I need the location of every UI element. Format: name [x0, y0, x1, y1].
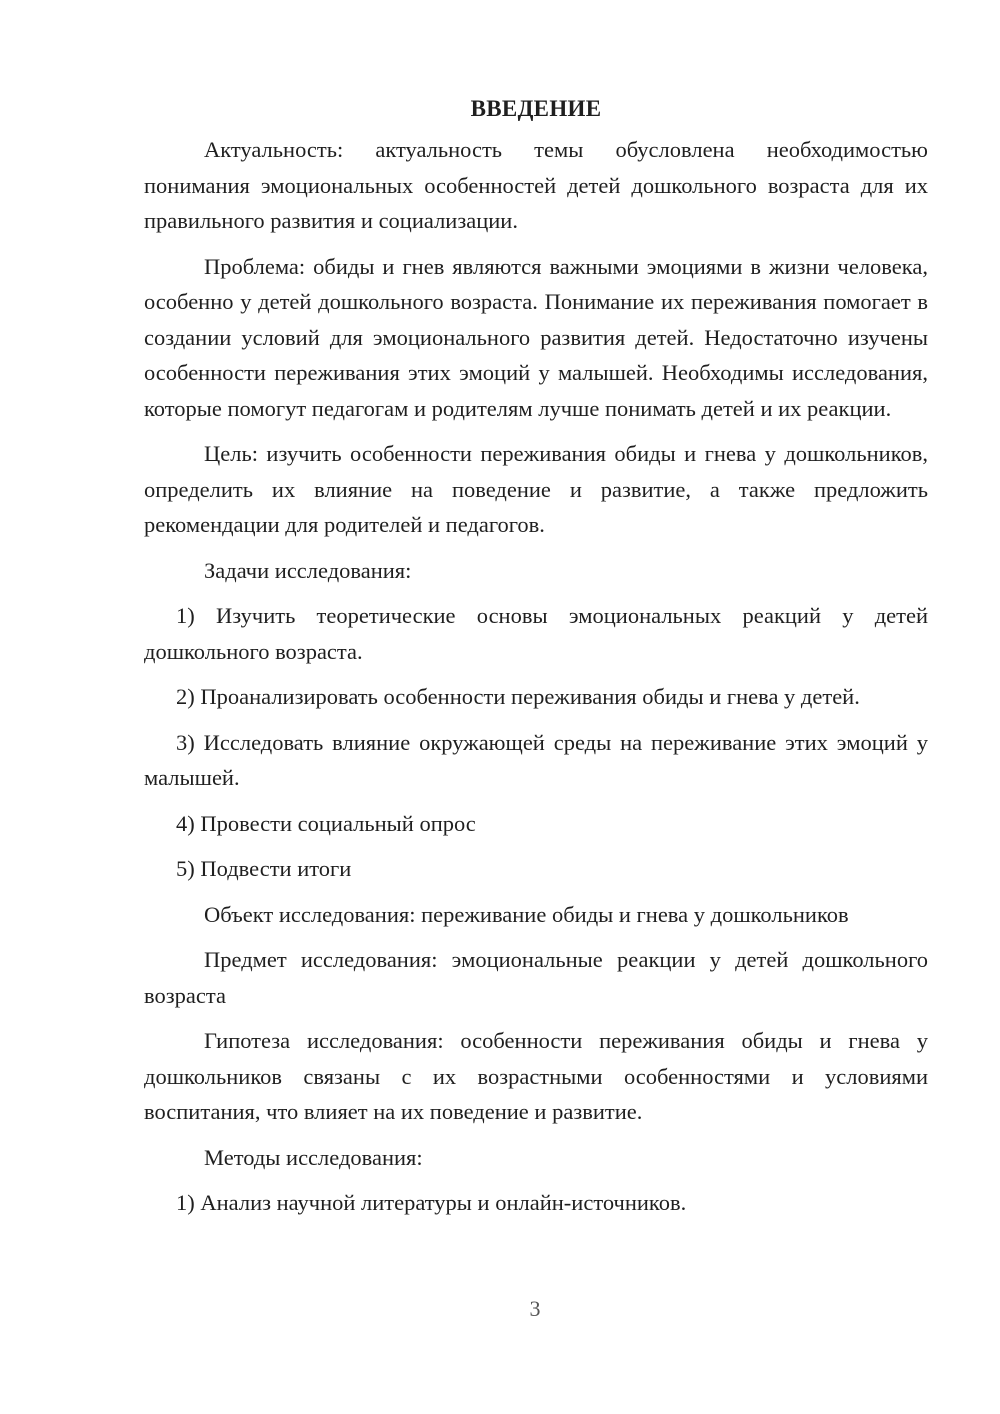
paragraph-subject: Предмет исследования: эмоциональные реакции у детей дошкольного возраста: [144, 947, 928, 1008]
paragraph-hypothesis: Гипотеза исследования: особенности переживания обиды и гнева у дошкольников связаны с их возрастными особенностями и условиями воспитания, что влияет на их поведение и развитие.: [144, 1028, 928, 1124]
page-content: [144, 92, 928, 1231]
page-number: 3: [529, 1296, 541, 1321]
task-item-5: 5) Подвести итоги: [176, 856, 352, 881]
task-item-1: 1) Изучить теоретические основы эмоциональных реакций у детей дошкольного возраста.: [144, 603, 928, 664]
task-item-3: 3) Исследовать влияние окружающей среды на переживание этих эмоций у малышей.: [144, 729, 928, 790]
method-item-1: 1) Анализ научной литературы и онлайн-источников.: [176, 1190, 687, 1215]
tasks-heading: Задачи исследования:: [204, 557, 412, 583]
paragraph-relevance: Актуальность: актуальность темы обусловлена необходимостью понимания эмоциональных особенностей детей дошкольного возраста для их правильного развития и социализации.: [144, 137, 928, 233]
paragraph-problem: Проблема: обиды и гнев являются важными эмоциями в жизни человека, особенно у детей дошкольного возраста. Понимание их переживания помогает в создании условий для эмоционального развития детей. Недостаточно изучены особенности переживания этих эмоций у малышей. Необходимы исследования, которые помогут педагогам и родителям лучше понимать детей и их реакции.: [144, 253, 928, 421]
task-item-2: 2) Проанализировать особенности переживания обиды и гнева у детей.: [176, 684, 860, 709]
section-title: ВВЕДЕНИЕ: [470, 96, 602, 121]
paragraph-goal: Цель: изучить особенности переживания обиды и гнева у дошкольников, определить их влияние на поведение и развитие, а также предложить рекомендации для родителей и педагогов.: [144, 441, 928, 537]
task-item-4: 4) Провести социальный опрос: [176, 810, 476, 836]
paragraph-object: Объект исследования: переживание обиды и гнева у дошкольников: [204, 901, 849, 927]
methods-heading: Методы исследования:: [204, 1144, 423, 1170]
